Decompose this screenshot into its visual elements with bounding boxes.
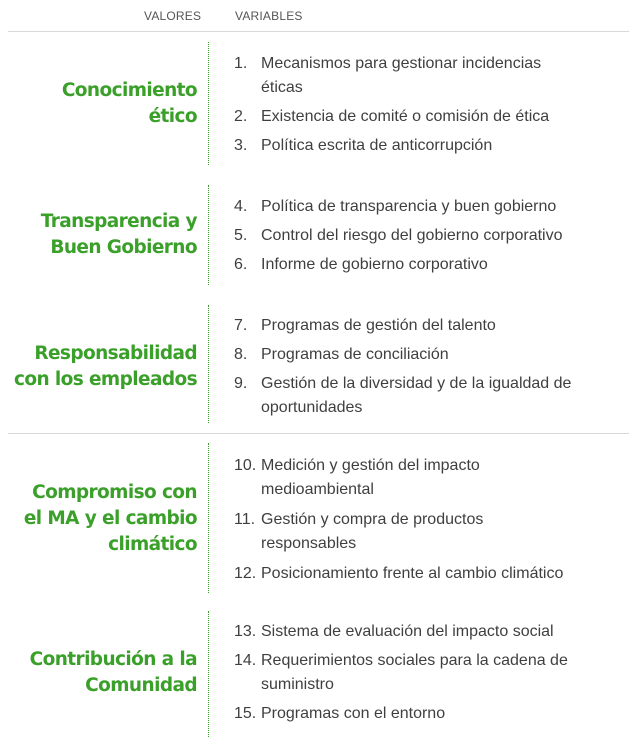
list-item: 9. Gestión de la diversidad y de la igualdad de oportunidades bbox=[234, 375, 572, 416]
value-label: Responsabilidad con los empleados bbox=[14, 343, 197, 390]
section-divider bbox=[8, 433, 629, 434]
list-item: 4. Política de transparencia y buen gobierno bbox=[234, 198, 557, 215]
list-item: 5. Control del riesgo del gobierno corporativo bbox=[234, 227, 563, 244]
list-item: 7. Programas de gestión del talento bbox=[234, 317, 496, 334]
list-item: 1. Mecanismos para gestionar incidencias éticas bbox=[234, 55, 542, 96]
value-label: Contribución a la Comunidad bbox=[29, 649, 197, 696]
variable-list bbox=[234, 454, 629, 586]
column-header-valores: VALORES bbox=[144, 9, 202, 23]
value-label: Conocimiento ético bbox=[61, 80, 197, 127]
list-item: 8. Programas de conciliación bbox=[234, 346, 449, 363]
variable-list bbox=[234, 620, 629, 726]
group-separator bbox=[208, 443, 209, 593]
value-label: Transparencia y Buen Gobierno bbox=[40, 211, 197, 258]
group-separator bbox=[208, 305, 209, 423]
value-label: Compromiso con el MA y el cambio climático bbox=[23, 482, 197, 555]
list-item: 15. Programas con el entorno bbox=[234, 705, 446, 722]
list-item: 6. Informe de gobierno corporativo bbox=[234, 256, 488, 273]
group-separator bbox=[208, 185, 209, 285]
list-item: 10. Medición y gestión del impacto medioambiental bbox=[234, 457, 480, 498]
list-item: 14. Requerimientos sociales para la cadena de suministro bbox=[234, 652, 568, 693]
column-header-variables: VARIABLES bbox=[235, 9, 303, 23]
list-item: 3. Política escrita de anticorrupción bbox=[234, 137, 493, 154]
group-separator bbox=[208, 42, 209, 165]
list-item: 11. Gestión y compra de productos responsables bbox=[234, 511, 484, 552]
list-item: 2. Existencia de comité o comisión de ética bbox=[234, 108, 550, 125]
list-item: 12. Posicionamiento frente al cambio climático bbox=[234, 565, 564, 582]
variable-list bbox=[234, 52, 629, 158]
header-divider bbox=[8, 31, 629, 32]
variable-list bbox=[234, 195, 629, 277]
variable-list bbox=[234, 314, 629, 420]
group-separator bbox=[208, 611, 209, 737]
list-item: 13. Sistema de evaluación del impacto social bbox=[234, 623, 554, 640]
